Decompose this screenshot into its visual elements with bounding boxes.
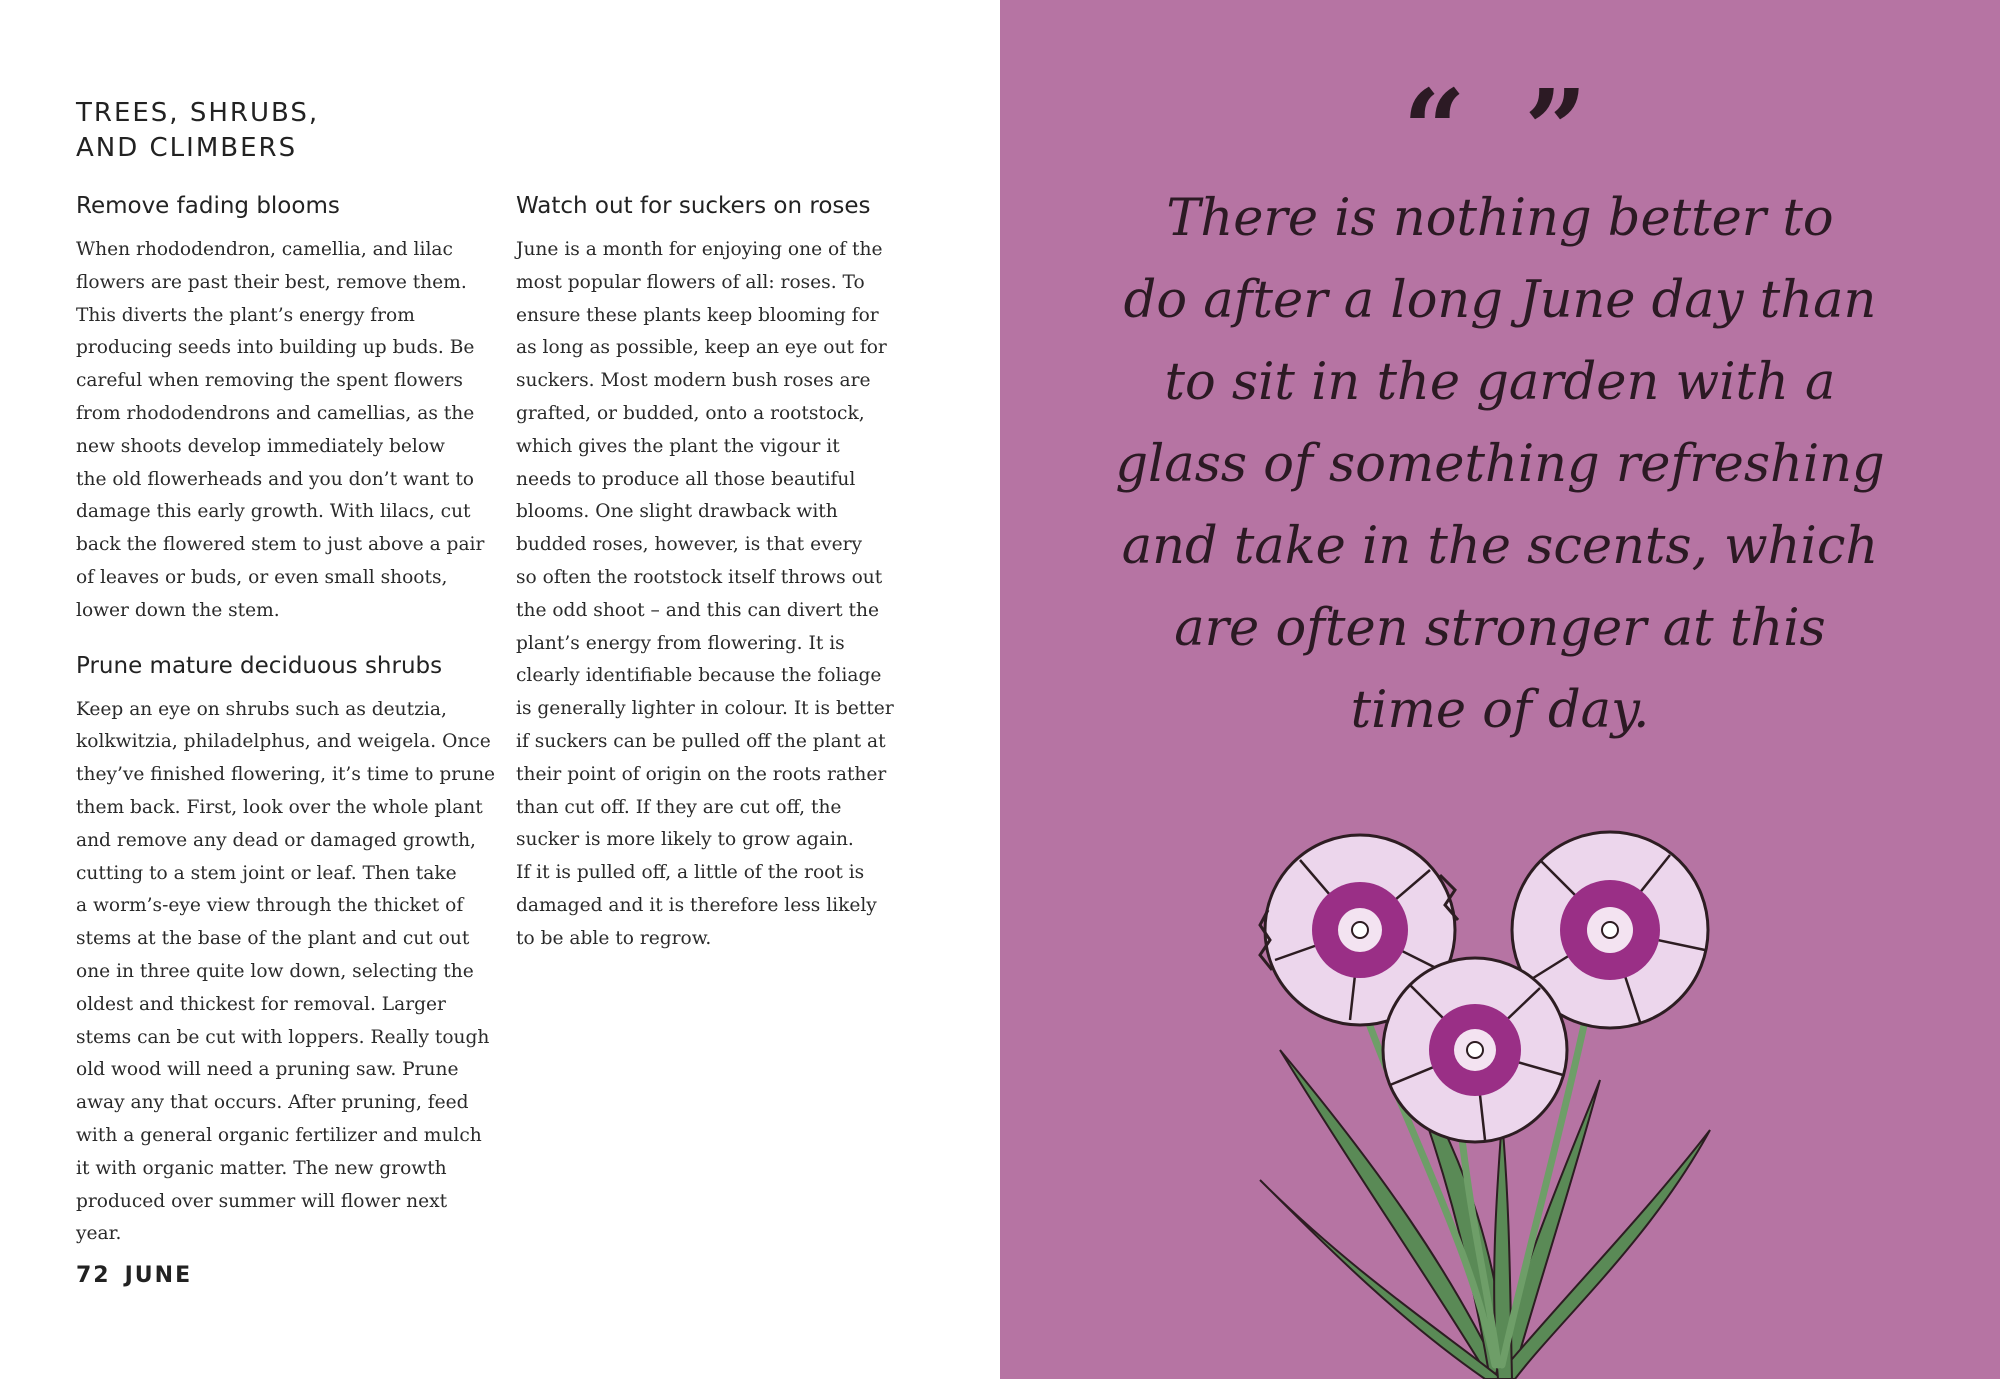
section-title-text: TREES, SHRUBS, AND CLIMBERS	[76, 98, 320, 163]
column-right	[516, 190, 896, 978]
dianthus-flowers-illustration	[1240, 820, 1740, 1379]
section-title	[76, 96, 436, 166]
heading-suckers-on-roses: Watch out for suckers on roses	[516, 193, 871, 219]
right-page	[1000, 0, 2000, 1379]
paragraph-suckers-on-roses: June is a month for enjoying one of the most popular flowers of all: roses. To ensure these plants keep blooming for as long as possible, keep an eye out for suckers. Most modern bush roses are grafted, or budded, onto a rootstock, which gives the plant the vigour it needs to produce all those beautiful blooms. One slight drawback with budded roses, however, is that every so often the rootstock itself throws out the odd shoot – and this can divert the plant’s energy from flowering. It is clearly identifiable because the foliage is generally lighter in colour. It is better if suckers can be pulled off the plant at their point of origin on the roots rather than cut off. If they are cut off, the sucker is more likely to grow again. If it is pulled off, a little of the root is damaged and it is therefore less likely to be able to regrow.	[516, 239, 894, 949]
folio-month: JUNE	[124, 1263, 193, 1288]
heading-prune-shrubs: Prune mature deciduous shrubs	[76, 652, 443, 679]
paragraph-prune-shrubs: Keep an eye on shrubs such as deutzia, kolkwitzia, philadelphus, and weigela. Once they’ve finished flowering, it’s time to prune them back. First, look over the whole plant and remove any dead or damaged growth, cutting to a stem joint or leaf. Then take a worm’s-eye view through the thicket of stems at the base of the plant and cut out one in three quite low down, selecting the oldest and thickest for removal. Larger stems can be cut with loppers. Really tough old wood will need a pruning saw. Prune away any that occurs. After pruning, feed with a general organic fertilizer and mulch it with organic matter. The new growth produced over summer will flower next year.	[76, 698, 496, 1245]
page-number: 72	[76, 1263, 111, 1288]
heading-remove-fading-blooms: Remove fading blooms	[76, 193, 340, 219]
flower-center	[1383, 958, 1567, 1142]
quotation-marks-icon: “ ”	[1402, 65, 1598, 194]
column-left	[76, 190, 496, 1273]
pull-quote: There is nothing better to do after a long June day than to sit in the garden with a glass of something refreshing and take in the scents, which are often stronger at this time of day.	[1115, 189, 1885, 740]
paragraph-remove-fading-blooms: When rhododendron, camellia, and lilac flowers are past their best, remove them. This diverts the plant’s energy from producing seeds into building up buds. Be careful when removing the spent flowers from rhododendrons and camellias, as the new shoots develop immediately below the old flowerheads and you don’t want to damage this early growth. With lilacs, cut back the flowered stem to just above a pair of leaves or buds, or even small shoots, lower down the stem.	[76, 239, 485, 621]
page-folio	[76, 1263, 206, 1288]
